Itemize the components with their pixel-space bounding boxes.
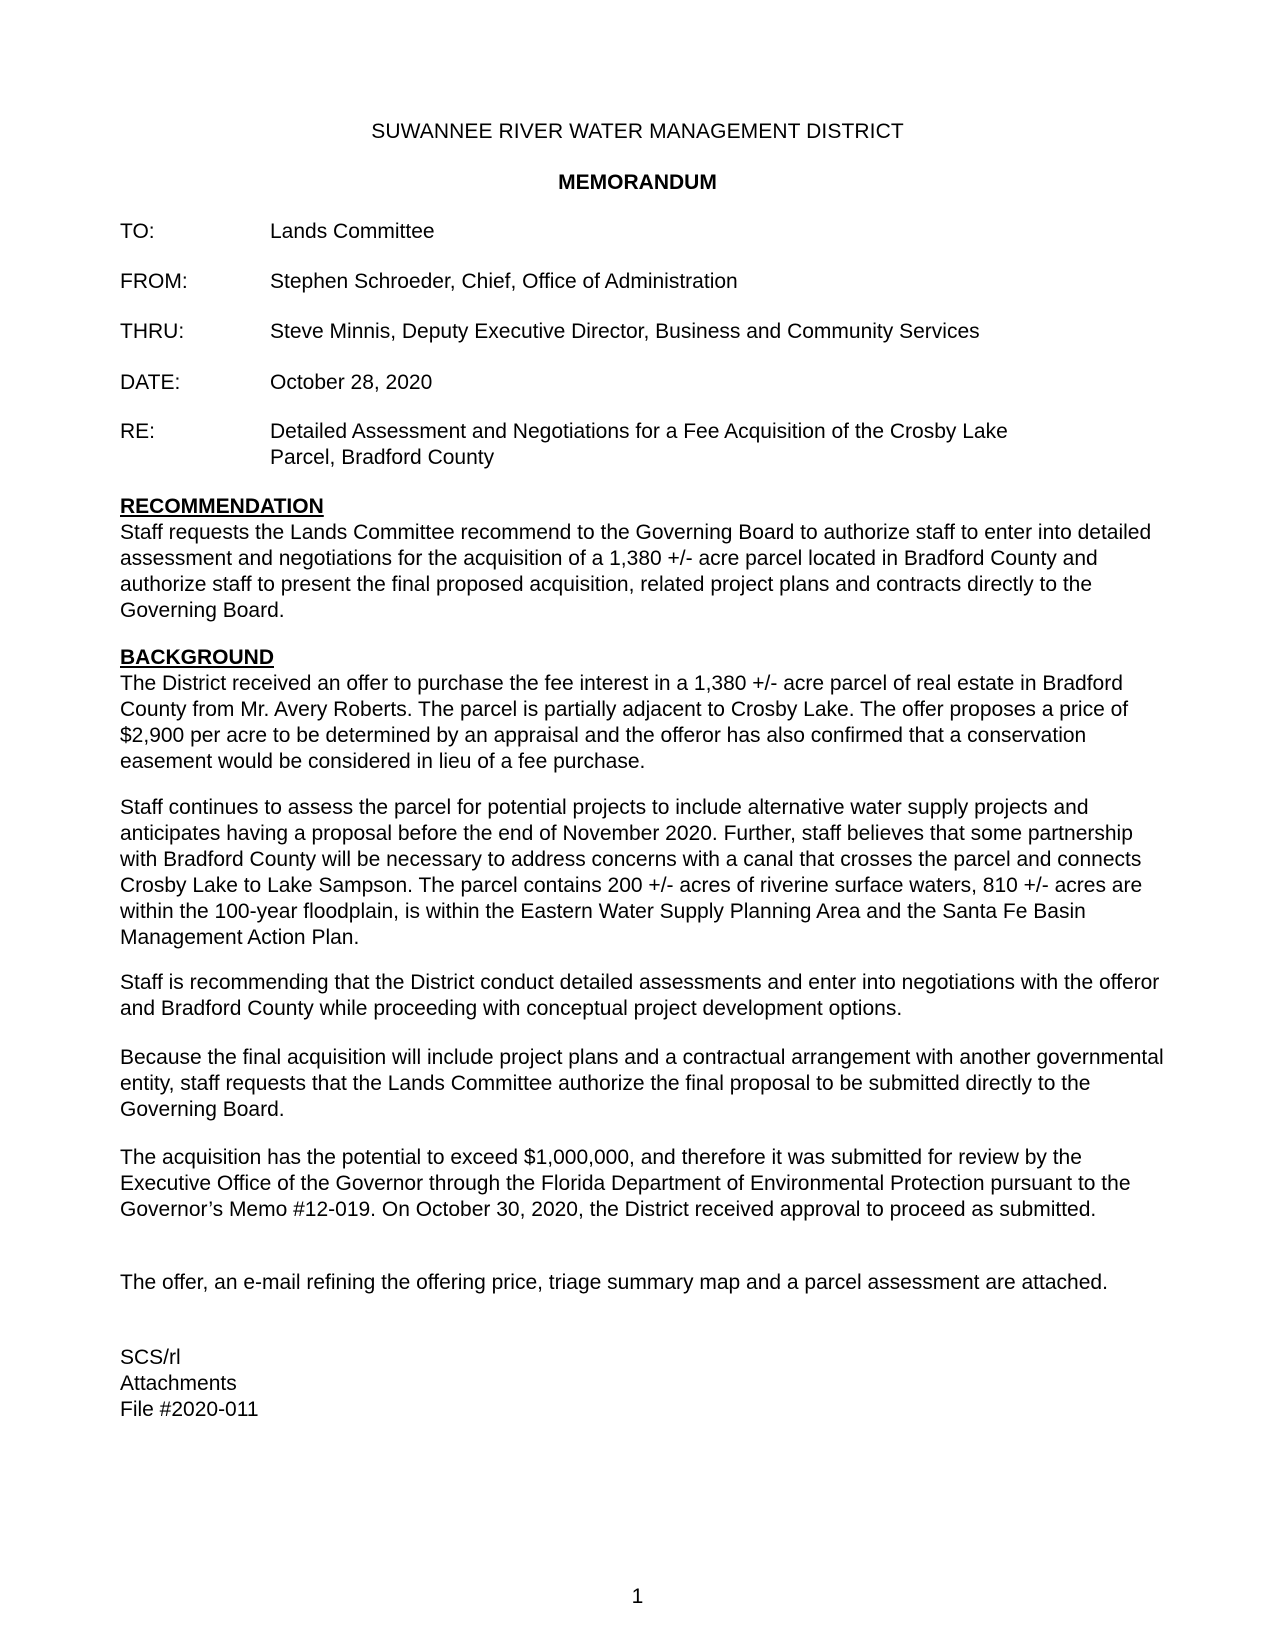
re-value: Detailed Assessment and Negotiations for a Fee Acquisition of the Crosby Lake Parcel, Bradford County xyxy=(270,420,1008,469)
background-paragraph-block xyxy=(120,1270,1165,1296)
attachments-note: Attachments xyxy=(120,1372,237,1395)
background-paragraph: Staff continues to assess the parcel for potential projects to include alternative water supply projects and anticipates having a proposal before the end of November 2020. Further, staff believes that some partnership with Bradford County will be necessary to address concerns with a canal that crosses the parcel and connects Crosby Lake to Lake Sampson. The parcel contains 200 +/- acres of riverine surface waters, 810 +/- acres are within the 100-year floodplain, is within the Eastern Water Supply Planning Area and the Santa Fe Basin Management Action Plan. xyxy=(120,796,1143,949)
date-label: DATE: xyxy=(120,371,181,394)
background-paragraph: The acquisition has the potential to exceed $1,000,000, and therefore it was submitted for review by the Executive Office of the Governor through the Florida Department of Environmental Protection pursuant to the Governor’s Memo #12-019. On October 30, 2020, the District received approval to proceed as submitted. xyxy=(120,1146,1131,1221)
from-label: FROM: xyxy=(120,270,188,293)
date-value: October 28, 2020 xyxy=(270,371,433,394)
to-label: TO: xyxy=(120,220,155,243)
from-value: Stephen Schroeder, Chief, Office of Administration xyxy=(270,270,738,293)
initials: SCS/rl xyxy=(120,1346,181,1369)
background-paragraph: The offer, an e-mail refining the offering price, triage summary map and a parcel assessment are attached. xyxy=(120,1271,1108,1294)
background-paragraph: Staff is recommending that the District conduct detailed assessments and enter into negotiations with the offeror and Bradford County while proceeding with conceptual project development options. xyxy=(120,971,1160,1020)
background-paragraph-block xyxy=(120,970,1165,1022)
background-section xyxy=(120,645,1165,775)
background-heading: BACKGROUND xyxy=(120,646,274,669)
organization-name: SUWANNEE RIVER WATER MANAGEMENT DISTRICT xyxy=(371,120,904,143)
thru-label: THRU: xyxy=(120,320,185,343)
background-paragraph-block xyxy=(120,795,1165,951)
thru-value: Steve Minnis, Deputy Executive Director, Business and Community Services xyxy=(270,320,980,343)
background-paragraph-block xyxy=(120,1045,1165,1123)
recommendation-section xyxy=(120,494,1165,624)
memo-footer xyxy=(120,1345,1165,1423)
recommendation-heading: RECOMMENDATION xyxy=(120,495,324,518)
re-label: RE: xyxy=(120,420,156,443)
page-number: 1 xyxy=(631,1585,644,1608)
recommendation-text: Staff requests the Lands Committee recommend to the Governing Board to authorize staff to enter into detailed assessment and negotiations for the acquisition of a 1,380 +/- acre parcel located in Bradford County and authorize staff to present the final proposed acquisition, related project plans and contracts directly to the Governing Board. xyxy=(120,521,1152,622)
file-number: File #2020-011 xyxy=(120,1398,259,1421)
background-paragraph: Because the final acquisition will include project plans and a contractual arrangement with another governmental entity, staff requests that the Lands Committee authorize the final proposal to be submitted directly to the Governing Board. xyxy=(120,1046,1164,1121)
background-paragraph: The District received an offer to purchase the fee interest in a 1,380 +/- acre parcel of real estate in Bradford County from Mr. Avery Roberts. The parcel is partially adjacent to Crosby Lake. The offer proposes a price of $2,900 per acre to be determined by an appraisal and the offeror has also confirmed that a conservation easement would be considered in lieu of a fee purchase. xyxy=(120,672,1129,773)
memo-title: MEMORANDUM xyxy=(558,171,717,194)
background-paragraph-block xyxy=(120,1145,1165,1223)
to-value: Lands Committee xyxy=(270,220,435,243)
